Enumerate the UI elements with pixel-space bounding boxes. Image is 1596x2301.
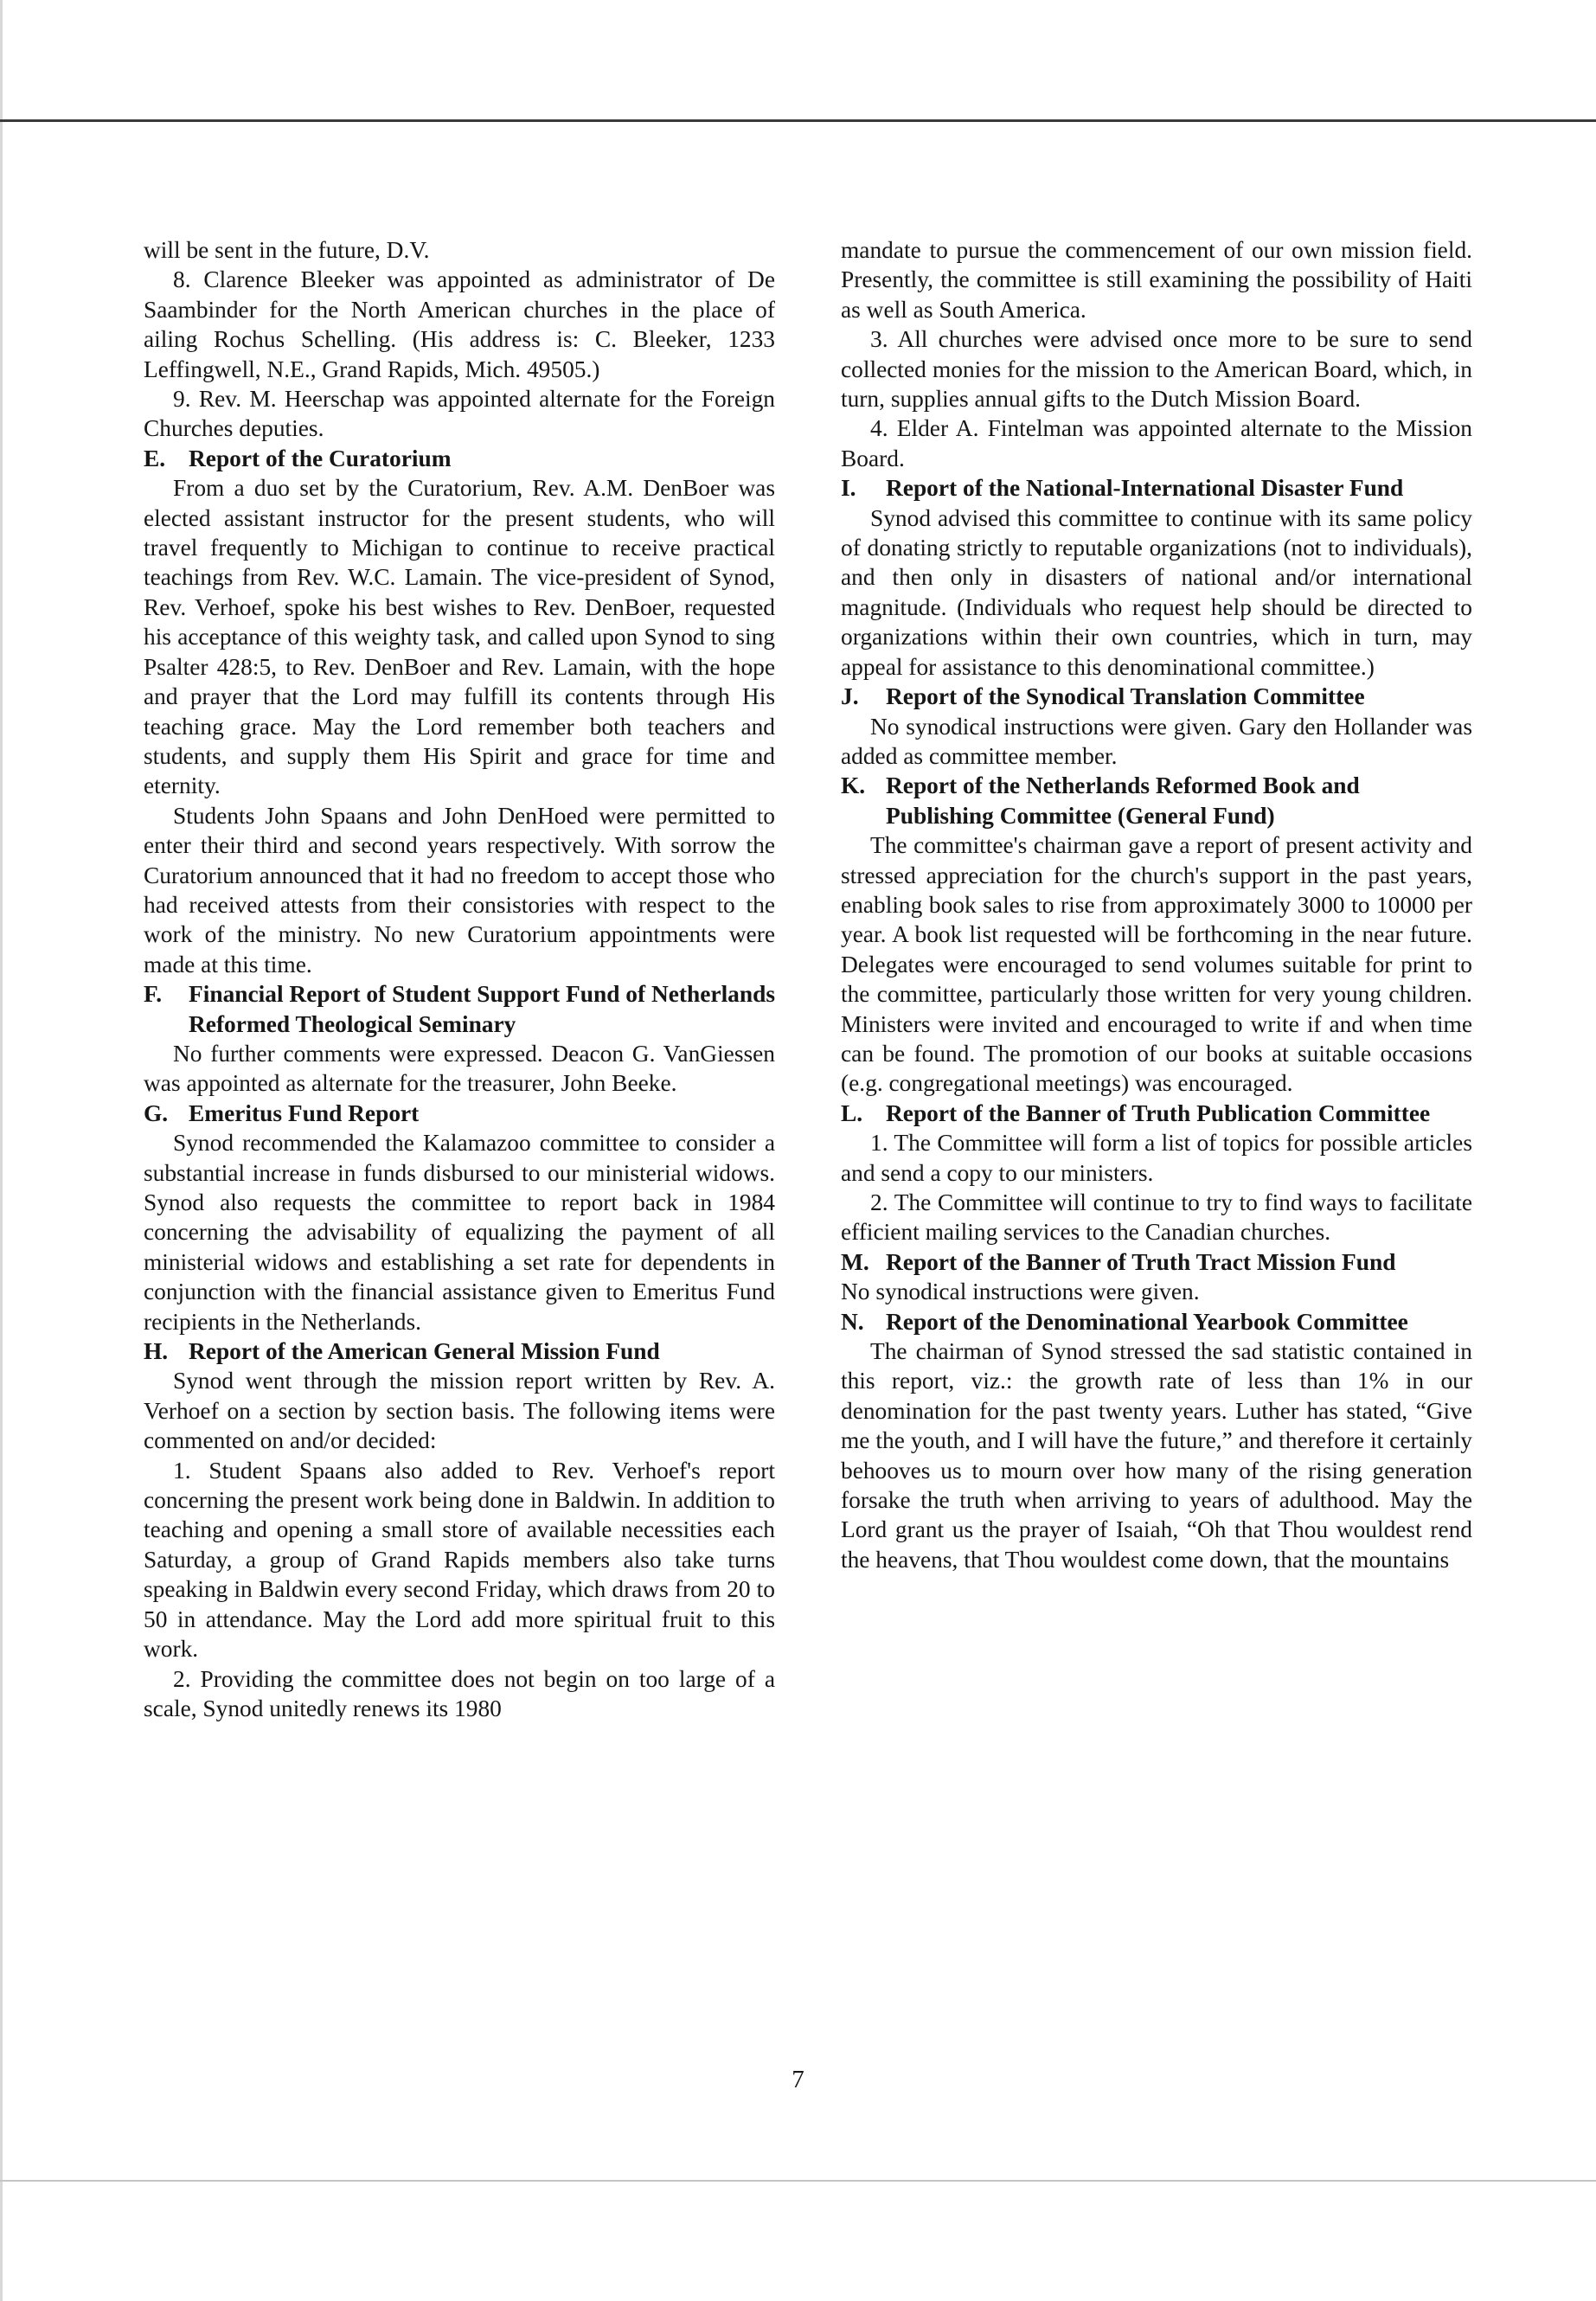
body-paragraph: The chairman of Synod stressed the sad statistic contained in this report, viz.: the growth rate of less than 1% in our denomination for the past twenty years. Luther has stated, “Give me the youth, and I will have the future,” and therefore it certainly behooves us to mourn over how many of the rising generation forsake the truth when arriving to years of adulthood. May the Lord grant us the prayer of Isaiah, “Oh that Thou wouldest rend the heavens, that Thou wouldest come down, that the mountains bbox=[841, 1338, 1472, 1573]
section-letter: H. bbox=[144, 1338, 169, 1365]
body-paragraph: 2. The Committee will continue to try to find ways to facilitate efficient mailing services to the Canadian churches. bbox=[841, 1189, 1472, 1246]
section-title: Report of the National-International Disaster Fund bbox=[886, 475, 1404, 502]
section-title: Report of the Netherlands Reformed Book and Publishing Committee (General Fund) bbox=[886, 772, 1360, 829]
scan-bottom-border bbox=[0, 2180, 1596, 2182]
left-column bbox=[144, 235, 775, 1723]
body-paragraph: 3. All churches were advised once more to be sure to send collected monies for the mission to the American Board, which, in turn, supplies annual gifts to the Dutch Mission Board. bbox=[841, 326, 1472, 413]
section-letter: N. bbox=[841, 1308, 864, 1335]
section-heading bbox=[144, 444, 775, 473]
body-paragraph: 9. Rev. M. Heerschap was appointed alternate for the Foreign Churches deputies. bbox=[144, 386, 775, 442]
section-heading bbox=[841, 1307, 1472, 1336]
body-paragraph: Synod recommended the Kalamazoo committee to consider a substantial increase in funds disbursed to our ministerial widows. Synod also requests the committee to report back in 1984 concerning the advisability of equalizing the payment of all ministerial widows and establishing a set rate for dependents in conjunction with the financial assistance given to Emeritus Fund recipients in the Netherlands. bbox=[144, 1130, 775, 1335]
section-letter: I. bbox=[841, 475, 856, 502]
section-heading bbox=[841, 1247, 1472, 1277]
section-title: Report of the Synodical Translation Committee bbox=[886, 683, 1365, 710]
body-paragraph: 8. Clarence Bleeker was appointed as administrator of De Saambinder for the North American churches in the place of ailing Rochus Schelling. (His address is: C. Bleeker, 1233 Leffingwell, N.E., Grand Rapids, Mich. 49505.) bbox=[144, 266, 775, 382]
section-letter: M. bbox=[841, 1248, 869, 1275]
section-heading bbox=[841, 473, 1472, 503]
section-heading bbox=[144, 1336, 775, 1366]
section-title: Emeritus Fund Report bbox=[189, 1099, 420, 1126]
body-paragraph: 1. The Committee will form a list of topics for possible articles and send a copy to our ministers. bbox=[841, 1130, 1472, 1186]
body-paragraph: From a duo set by the Curatorium, Rev. A.M. DenBoer was elected assistant instructor for the present students, who will travel frequently to Michigan to continue to receive practical teachings from Rev. W.C. Lamain. The vice-president of Synod, Rev. Verhoef, spoke his best wishes to Rev. DenBoer, requested his acceptance of this weighty task, and called upon Synod to sing Psalter 428:5, to Rev. DenBoer and Rev. Lamain, with the hope and prayer that the Lord may fulfill its contents through His teaching grace. May the Lord remember both teachers and students, and supply them His Spirit and grace for time and eternity. bbox=[144, 475, 775, 799]
body-paragraph: 2. Providing the committee does not begin on too large of a scale, Synod unitedly renews its 1980 bbox=[144, 1665, 775, 1721]
section-title: Report of the Banner of Truth Publication Committee bbox=[886, 1099, 1431, 1126]
body-paragraph: No further comments were expressed. Deacon G. VanGiessen was appointed as alternate for the treasurer, John Beeke. bbox=[144, 1040, 775, 1097]
scan-edge bbox=[0, 0, 3, 2301]
body-paragraph: No synodical instructions were given. Gary den Hollander was added as committee member. bbox=[841, 713, 1472, 769]
section-heading bbox=[841, 771, 1472, 830]
body-paragraph: No synodical instructions were given. bbox=[841, 1279, 1200, 1305]
section-heading bbox=[841, 1099, 1472, 1128]
section-title: Report of the Denominational Yearbook Committee bbox=[886, 1308, 1408, 1335]
page-number: 7 bbox=[792, 2066, 804, 2093]
body-paragraph: Synod advised this committee to continue with its same policy of donating strictly to reputable organizations (not to individuals), and then only in disasters of national and/or international magnitude. (Individuals who request help should be directed to organizations within their own countries, which in turn, may appeal for assistance to this denominational committee.) bbox=[841, 504, 1472, 680]
body-paragraph: Students John Spaans and John DenHoed were permitted to enter their third and second years respectively. With sorrow the Curatorium announced that it had no freedom to accept those who had received attests from their consistories with respect to the work of the ministry. No new Curatorium appointments were made at this time. bbox=[144, 802, 775, 977]
section-heading bbox=[144, 979, 775, 1039]
body-paragraph: will be sent in the future, D.V. bbox=[144, 237, 430, 263]
section-letter: G. bbox=[144, 1099, 169, 1126]
right-column bbox=[841, 235, 1472, 1574]
section-letter: J. bbox=[841, 683, 859, 710]
section-title: Report of the Banner of Truth Tract Mission Fund bbox=[886, 1248, 1396, 1275]
section-title: Report of the Curatorium bbox=[189, 445, 452, 471]
body-paragraph: mandate to pursue the commencement of our own mission field. Presently, the committee is still examining the possibility of Haiti as well as South America. bbox=[841, 237, 1472, 323]
scan-top-border bbox=[0, 119, 1596, 122]
section-title: Financial Report of Student Support Fund of Netherlands Reformed Theological Seminary bbox=[189, 981, 775, 1037]
section-heading bbox=[841, 682, 1472, 711]
section-letter: L. bbox=[841, 1099, 863, 1126]
section-heading bbox=[144, 1099, 775, 1128]
body-paragraph: The committee's chairman gave a report of present activity and stressed appreciation for the church's support in the past years, enabling book sales to rise from approximately 3000 to 10000 per year. A book list requested will be forthcoming in the near future. Delegates were encouraged to send volumes suitable for print to the committee, particularly those written for very young children. Ministers were invited and encouraged to write if and when time can be found. The promotion of our books at suitable occasions (e.g. congregational meetings) was encouraged. bbox=[841, 832, 1472, 1097]
section-letter: E. bbox=[144, 445, 166, 471]
section-letter: F. bbox=[144, 981, 163, 1008]
body-paragraph: 1. Student Spaans also added to Rev. Verhoef's report concerning the present work being done in Baldwin. In addition to teaching and opening a small store of available necessities each Saturday, a group of Grand Rapids members also take turns speaking in Baldwin every second Friday, which draws from 20 to 50 in attendance. May the Lord add more spiritual fruit to this work. bbox=[144, 1457, 775, 1663]
body-paragraph: Synod went through the mission report written by Rev. A. Verhoef on a section by section basis. The following items were commented on and/or decided: bbox=[144, 1368, 775, 1454]
body-paragraph: 4. Elder A. Fintelman was appointed alternate to the Mission Board. bbox=[841, 415, 1472, 471]
section-letter: K. bbox=[841, 772, 866, 799]
section-title: Report of the American General Mission Fund bbox=[189, 1338, 660, 1365]
